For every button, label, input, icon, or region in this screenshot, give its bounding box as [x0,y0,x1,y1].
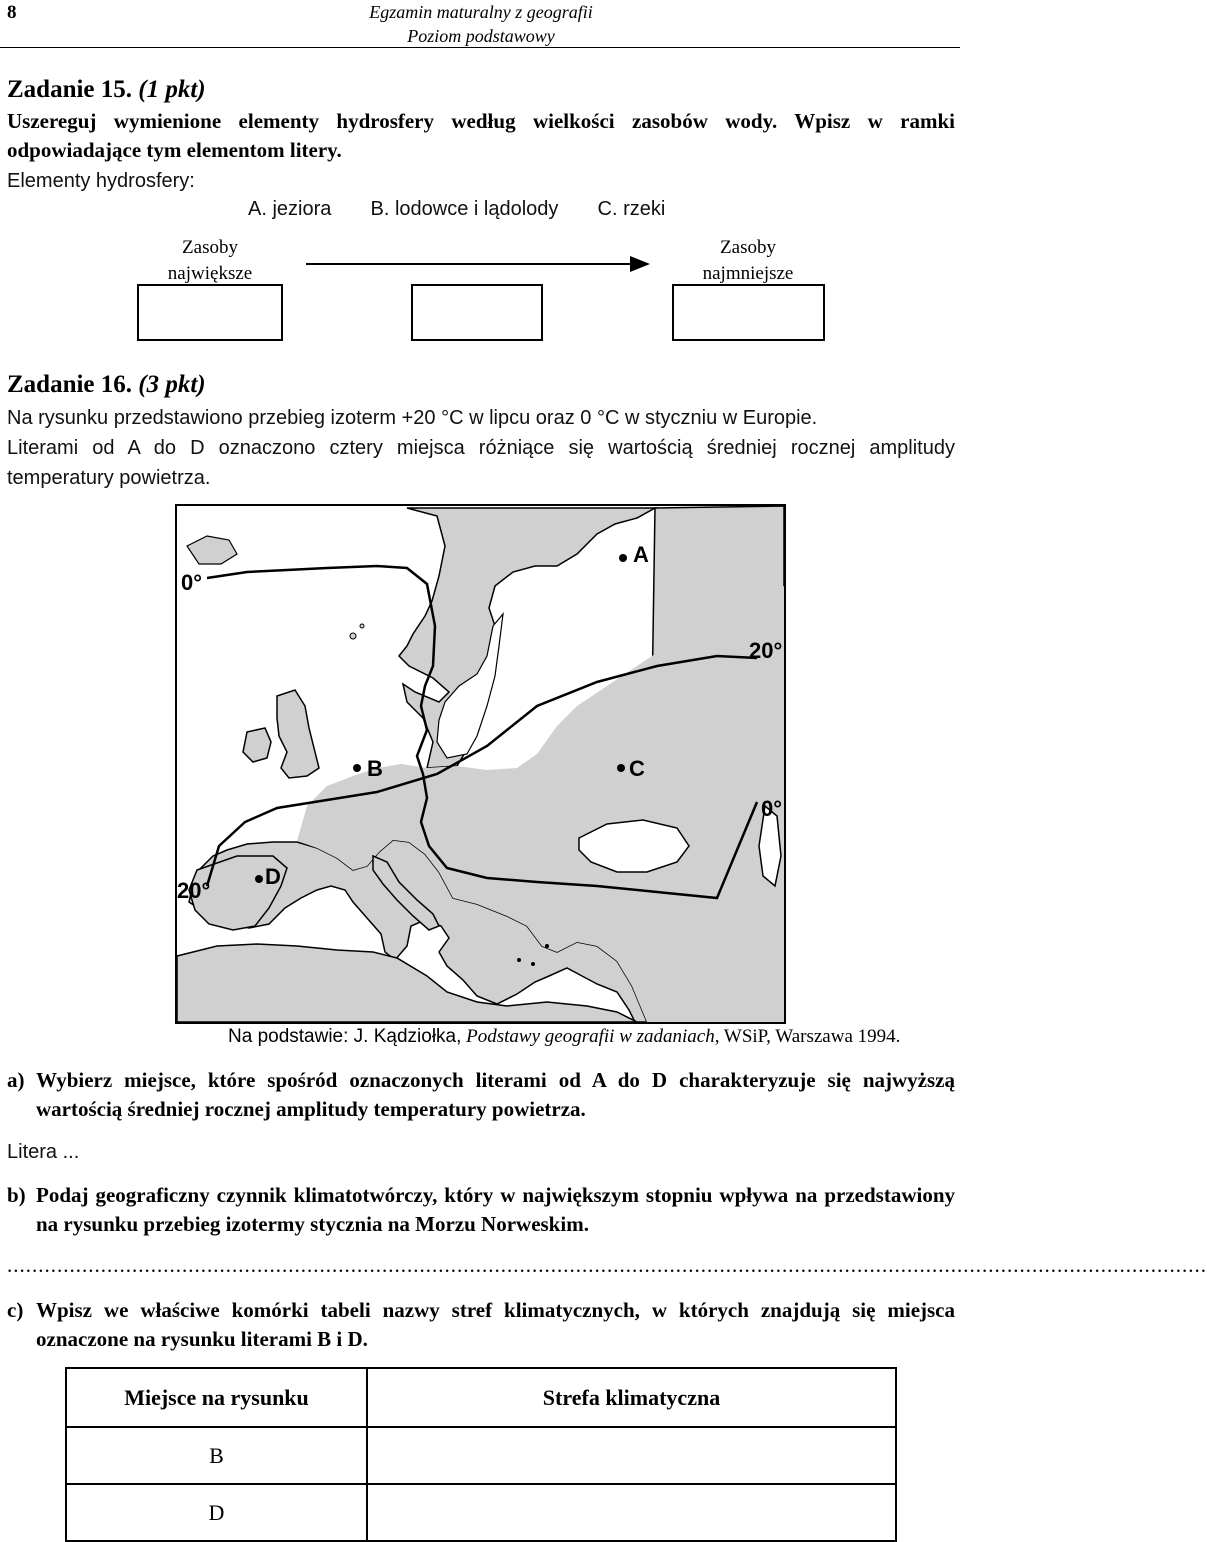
point-c-dot [617,764,625,772]
task16-heading [7,371,206,399]
ireland [243,728,271,762]
task16-title: Zadanie 16. [7,371,133,398]
question-c-label: c) [7,1298,24,1322]
label-point-c: C [629,756,645,781]
header-zone: Strefa klimatyczna [367,1368,896,1427]
task16-intro-line2: Literami od A do D oznaczono cztery miejsca różniące się wartością średniej rocznej amplitudy temperatury powietrza. [7,437,955,489]
caption-smallest-line1: Zasoby [720,237,776,258]
question-a-label: a) [7,1068,25,1092]
label-point-b: B [367,756,383,781]
caption-largest-line1: Zasoby [182,237,238,258]
task15-instruction: Uszereguj wymienione elementy hydrosfery według wielkości zasobów wody. Wpisz w ramki odpowiadające tym elementom litery. [7,109,955,162]
option-a: A. jeziora [248,198,332,220]
source-prefix: Na podstawie: J. Kądziołka, [228,1026,462,1047]
great-britain [277,690,319,778]
point-b-dot [353,764,361,772]
table-header-row [66,1368,896,1427]
label-isotherm-20-right: 20° [749,638,783,663]
task15-heading [7,76,206,104]
island-dot [517,958,521,962]
row-b-place: B [66,1427,367,1484]
option-b: B. lodowce i lądolody [370,198,559,220]
island-dot [531,962,535,966]
iceland [187,536,237,564]
exam-level: Poziom podstawowy [407,26,555,46]
row-d-zone-cell[interactable] [367,1484,896,1541]
label-isotherm-20-left: 20° [177,878,211,903]
question-b-label: b) [7,1183,26,1207]
question-a-answer-label[interactable]: Litera ... [7,1141,80,1163]
answer-box-smallest[interactable] [672,284,825,341]
island-dot [545,944,549,948]
task16-intro-line1: Na rysunku przedstawiono przebieg izoterm +20 °C w lipcu oraz 0 °C w styczniu w Europie. [7,407,818,429]
caption-smallest [670,235,826,287]
island-dot [360,624,364,628]
header-place: Miejsce na rysunku [66,1368,367,1427]
row-b-zone-cell[interactable] [367,1427,896,1484]
task15-elements-label: Elementy hydrosfery: [7,170,195,192]
question-b-answer-line[interactable]: ................................................................................................................................................................................................ [7,1253,1207,1277]
question-a-text: Wybierz miejsce, które spośród oznaczonych literami od A do D charakteryzuje się najwyższą wartością średniej rocznej amplitudy temperatury powietrza. [36,1068,955,1121]
climate-zone-table [65,1367,897,1542]
option-c: C. rzeki [597,198,666,220]
question-c-text: Wpisz we właściwe komórki tabeli nazwy stref klimatycznych, w których znajdują się miejsca oznaczone na rysunku literami B i D. [36,1298,955,1351]
source-title: Podstawy geografii w zadaniach [466,1026,715,1047]
map-drawing [177,506,784,1022]
label-isotherm-0-right: 0° [761,796,783,821]
map-source [228,1026,900,1048]
task15-title: Zadanie 15. [7,76,133,103]
caption-largest [140,235,280,287]
task15-options [248,194,665,224]
exam-title: Egzamin maturalny z geografii [369,2,593,22]
table-row [66,1427,896,1484]
page-number: 8 [7,2,17,23]
row-d-place: D [66,1484,367,1541]
source-suffix: , WSiP, Warszawa 1994. [714,1026,901,1047]
europe-isotherm-map [175,504,786,1024]
task15-points: (1 pkt) [138,76,206,103]
arrow-icon [300,252,652,276]
label-point-d: D [265,864,281,889]
answer-box-middle[interactable] [411,284,543,341]
exam-header [350,0,612,48]
header-rule [0,47,960,48]
label-isotherm-0-top: 0° [181,570,203,595]
answer-box-largest[interactable] [137,284,283,341]
task16-points: (3 pkt) [138,371,206,398]
table-row [66,1484,896,1541]
caption-smallest-line2: najmniejsze [702,263,794,284]
label-point-a: A [633,542,649,567]
island-dot [350,633,356,639]
question-b-text: Podaj geograficzny czynnik klimatotwórczy, który w największym stopniu wpływa na przedstawiony na rysunku przebieg izotermy stycznia na Morzu Norweskim. [36,1183,955,1236]
point-a-dot [619,554,627,562]
caption-largest-line2: największe [167,263,253,284]
point-d-dot [255,875,263,883]
